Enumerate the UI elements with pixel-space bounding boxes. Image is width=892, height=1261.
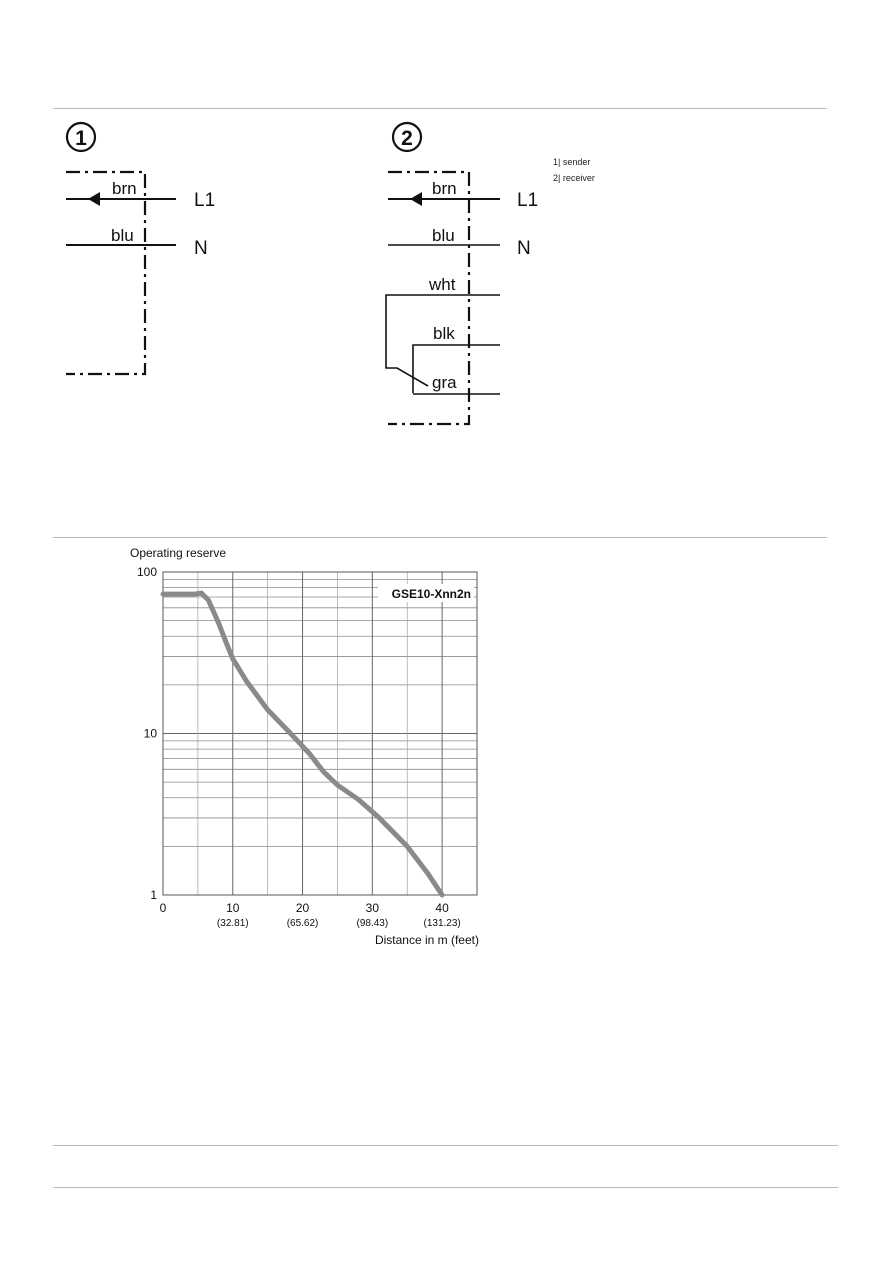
wire-blk-label: blk — [433, 324, 455, 343]
wire-brn-label: brn — [112, 179, 137, 198]
x-tick — [423, 901, 460, 929]
terminal-n-label: N — [194, 238, 208, 259]
series-label: GSE10-Xnn2n — [391, 587, 471, 601]
wire-blu-label: blu — [111, 226, 134, 245]
badge-2-label: 2 — [401, 127, 413, 150]
x-tick-sublabel: (98.43) — [356, 918, 389, 929]
badge-1-label: 1 — [75, 127, 87, 150]
chart-ticks — [137, 565, 461, 929]
chart-grid — [163, 572, 477, 895]
wire-wht-label: wht — [429, 275, 456, 294]
terminal-n-label: N — [517, 238, 531, 259]
x-axis-label: Distance in m (feet) — [374, 933, 479, 947]
x-tick-label: 30 — [365, 901, 380, 915]
x-tick — [217, 901, 249, 929]
x-tick-label: 0 — [159, 901, 167, 915]
x-tick — [356, 901, 388, 929]
x-tick — [160, 901, 167, 915]
x-tick-label: 20 — [295, 901, 310, 915]
wire-gra-label: gra — [432, 373, 457, 392]
y-tick-label: 10 — [143, 726, 157, 741]
x-tick-label: 10 — [226, 901, 240, 915]
x-tick-sublabel: (32.81) — [216, 918, 249, 929]
wire-brn-label: brn — [432, 179, 457, 198]
wire-blu-label: blu — [432, 226, 455, 245]
terminal-l1-label: L1 — [517, 190, 539, 211]
y-axis-label: Operating reserve — [130, 546, 227, 560]
x-tick-sublabel: (65.62) — [286, 918, 319, 929]
terminal-l1-label: L1 — [194, 190, 216, 211]
y-tick-label: 1 — [150, 888, 157, 902]
y-tick-label: 100 — [136, 565, 157, 579]
legend-item-sender: 1| sender — [553, 157, 591, 167]
x-tick-sublabel: (131.23) — [423, 918, 461, 929]
x-tick-label: 40 — [435, 901, 449, 915]
x-tick — [287, 901, 319, 929]
legend-item-receiver: 2| receiver — [553, 173, 595, 183]
